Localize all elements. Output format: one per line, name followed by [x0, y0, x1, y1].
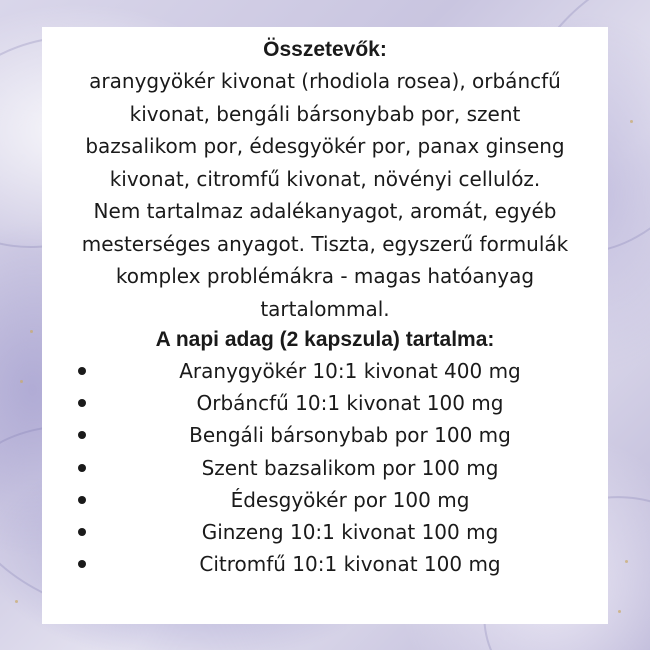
list-item-text: Aranygyökér 10:1 kivonat 400 mg: [179, 359, 521, 383]
ingredients-line: kivonat, bengáli bársonybab por, szent: [129, 101, 521, 126]
daily-dose-list: [42, 355, 608, 580]
bullet-icon: [78, 528, 86, 536]
gold-speck: [630, 120, 633, 123]
list-item-text: Édesgyökér por 100 mg: [230, 487, 470, 512]
list-item: [42, 355, 608, 387]
ingredients-line: Nem tartalmaz adalékanyagot, aromát, egyéb: [93, 199, 557, 223]
ingredients-description: [42, 65, 608, 325]
list-item-text: Bengáli bársonybab por 100 mg: [189, 423, 511, 448]
list-item-text: Ginzeng 10:1 kivonat 100 mg: [201, 519, 499, 544]
list-item: [42, 516, 608, 548]
ingredients-line: kivonat, citromfű kivonat, növényi cellulóz.: [109, 166, 541, 191]
list-item-text: Orbáncfű 10:1 kivonat 100 mg: [196, 391, 504, 416]
list-item: [42, 548, 608, 580]
daily-dose-heading: A napi adag (2 kapszula) tartalma:: [155, 328, 495, 351]
list-item: [42, 484, 608, 516]
card-content: [42, 35, 608, 580]
ingredients-heading: Összetevők:: [263, 38, 387, 61]
bullet-icon: [78, 464, 86, 472]
ingredients-line: bazsalikom por, édesgyökér por, panax ginseng: [85, 134, 565, 158]
ingredients-card: [42, 27, 608, 624]
bullet-icon: [78, 496, 86, 504]
list-item: [42, 419, 608, 451]
list-item: [42, 387, 608, 419]
list-item-text: Citromfű 10:1 kivonat 100 mg: [199, 552, 501, 577]
ingredients-line: aranygyökér kivonat (rhodiola rosea), orbáncfű: [89, 69, 561, 93]
gold-speck: [625, 560, 628, 563]
gold-speck: [15, 600, 18, 603]
list-item: [42, 452, 608, 484]
gold-speck: [30, 330, 33, 333]
ingredients-line: tartalommal.: [260, 296, 390, 321]
list-item-text: Szent bazsalikom por 100 mg: [201, 455, 499, 480]
ingredients-line: mesterséges anyagot. Tiszta, egyszerű formulák: [81, 231, 569, 256]
gold-speck: [618, 610, 621, 613]
bullet-icon: [78, 367, 86, 375]
ingredients-line: komplex problémákra - magas hatóanyag: [115, 264, 535, 288]
gold-speck: [20, 380, 23, 383]
